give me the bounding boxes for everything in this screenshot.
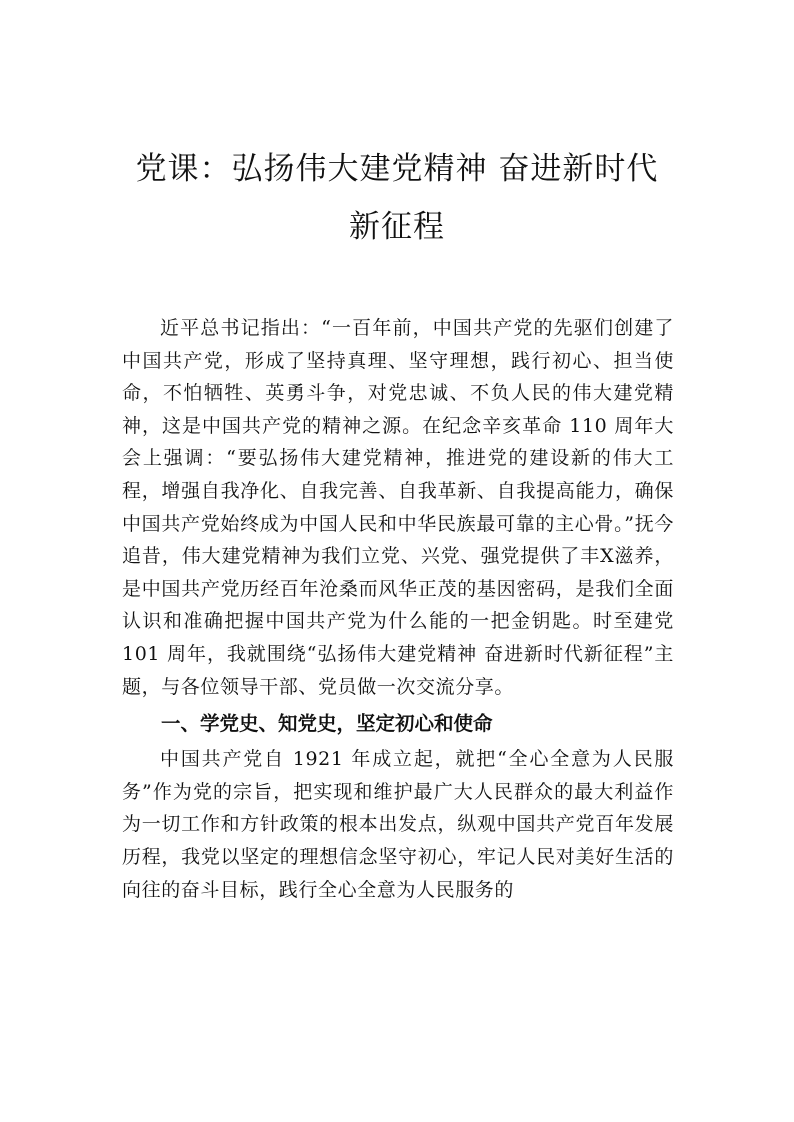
document-title: 党课：弘扬伟大建党精神 奋进新时代新征程 [135,151,659,245]
section-heading-1: 一、学党史、知党史，坚定初心和使命 [161,712,493,736]
paragraph-section-1: 中国共产党自 1921 年成立起，就把“全心全意为人民服务”作为党的宗旨，把实现和维护最广大人民群众的最大利益作为一切工作和方针政策的根本出发点，纵观中国共产党百年发展历程，我党以坚定的理想信念坚守初心，牢记人民对美好生活的向往的奋斗目标，践行全心全意为人民服务的 [122,748,674,901]
paragraph-intro: 近平总书记指出：“一百年前，中国共产党的先驱们创建了中国共产党，形成了坚持真理、坚守理想，践行初心、担当使命，不怕牺牲、英勇斗争，对党忠诚、不负人民的伟大建党精神，这是中国共产党的精神之源。在纪念辛亥革命 110 周年大会上强调：“要弘扬伟大建党精神，推进党的建设新的伟大工程，增强自我净化、自我完善、自我革新、自我提高能力，确保中国共产党始终成为中国人民和中华民族最可靠的主心骨。”抚今追昔，伟大建党精神为我们立党、兴党、强党提供了丰X滋养，是中国共产党历经百年沧桑而风华正茂的基因密码，是我们全面认识和准确把握中国共产党为什么能的一把金钥匙。时至建党 101 周年，我就围绕“弘扬伟大建党精神 奋进新时代新征程”主题，与各位领导干部、党员做一次交流分享。 [122,317,674,698]
document-body [122,312,674,906]
